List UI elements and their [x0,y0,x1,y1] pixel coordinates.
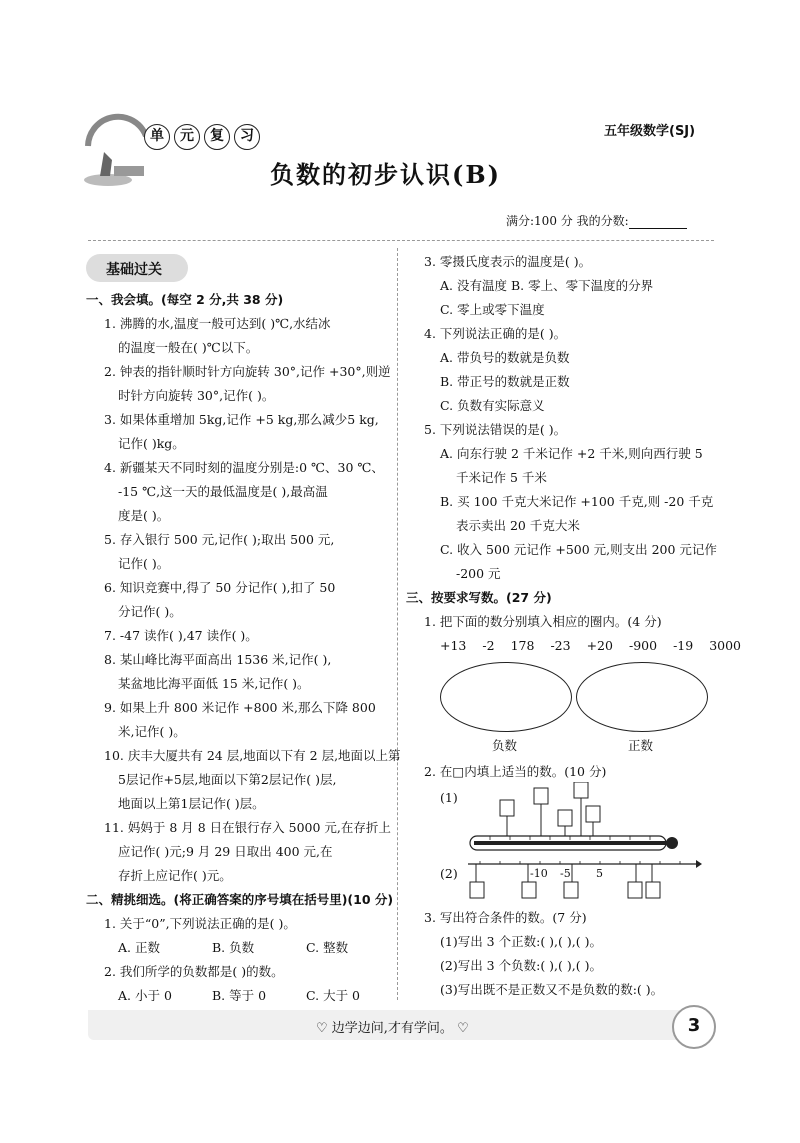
number: -23 [550,638,571,653]
positive-label: 正数 [628,738,654,753]
question-line: 的温度一般在( )℃以下。 [118,340,259,355]
footer-motto [316,1017,469,1036]
number: +13 [440,638,467,653]
question-line: 应记作( )元;9 月 29 日取出 400 元,在 [118,844,333,859]
number: +20 [586,638,613,653]
question-line: 米,记作( )。 [118,724,186,739]
axis-label: -5 [560,867,571,880]
axis-label: -10 [530,867,548,880]
section-2-title: 二、精挑细选。(将正确答案的序号填在括号里)(10 分) [86,892,394,907]
question-line: (3)写出既不是正数又不是负数的数:( )。 [440,982,664,997]
number: -19 [673,638,694,653]
question-line: 9. 如果上升 800 米记作 +800 米,那么下降 800 [104,700,376,715]
number: -2 [482,638,495,653]
question-line: 2. 钟表的指针顺时针方向旋转 30°,记作 +30°,则逆 [104,364,391,379]
header-divider [88,240,714,241]
option: C. 负数有实际意义 [440,398,545,413]
number: -900 [628,638,658,653]
option: 表示卖出 20 千克大米 [456,518,580,533]
question-line: 2. 我们所学的负数都是( )的数。 [104,964,284,979]
banner-char: 单 [144,124,170,150]
number-list [440,638,757,654]
section-1-title: 一、我会填。(每空 2 分,共 38 分) [86,292,284,307]
number-line-arrow [696,860,702,868]
section-tag [86,254,188,282]
question-line: 1. 关于“0”,下列说法正确的是( )。 [104,916,296,931]
option: A. 正数 [118,940,160,955]
option: C. 零上或零下温度 [440,302,545,317]
negative-label: 负数 [492,738,518,753]
thermometer-mercury [474,841,668,845]
part-label: (1) [440,790,458,805]
question-line: 某盆地比海平面低 15 米,记作( )。 [118,676,310,691]
thermometer-and-number-line [440,782,702,904]
banner-chars [144,124,264,150]
score-label: 满分:100 分 我的分数: [506,214,629,228]
question-line: 8. 某山峰比海平面高出 1536 米,记作( ), [104,652,332,667]
question-line: -15 ℃,这一天的最低温度是( ),最高温 [118,484,328,499]
question-line: 时针方向旋转 30°,记作( )。 [118,388,275,403]
negative-ellipse[interactable] [440,662,572,732]
heart-icon: ♡ [457,1021,469,1036]
option: 千米记作 5 千米 [456,470,547,485]
question-line: 1. 沸腾的水,温度一般可达到( )℃,水结冰 [104,316,331,331]
question-line: 7. -47 读作( ),47 读作( )。 [104,628,258,643]
option: B. 带正号的数就是正数 [440,374,570,389]
grade-label: 五年级数学(SJ) [604,124,696,139]
question-line: 3. 零摄氏度表示的温度是( )。 [424,254,592,269]
question-line: 分记作( )。 [118,604,182,619]
question-line: 5. 下列说法错误的是( )。 [424,422,567,437]
option: C. 收入 500 元记作 +500 元,则支出 200 元记作 [440,542,717,557]
question-line: 3. 写出符合条件的数。(7 分) [424,910,587,925]
thermometer-bulb [666,837,678,849]
option: -200 元 [456,566,501,581]
number: 3000 [709,638,742,653]
option: B. 负数 [212,940,255,955]
question-line: 4. 下列说法正确的是( )。 [424,326,567,341]
question-line: (2)写出 3 个负数:( ),( ),( )。 [440,958,602,973]
question-line: 11. 妈妈于 8 月 8 日在银行存入 5000 元,在存折上 [104,820,391,835]
question-line: 6. 知识竞赛中,得了 50 分记作( ),扣了 50 [104,580,336,595]
positive-ellipse[interactable] [576,662,708,732]
question-line: 4. 新疆某天不同时刻的温度分别是:0 ℃、30 ℃、 [104,460,384,475]
option: A. 没有温度 B. 零上、零下温度的分界 [440,278,654,293]
score-field [506,212,687,229]
score-blank[interactable] [629,216,687,229]
question-line: 5. 存入银行 500 元,记作( );取出 500 元, [104,532,335,547]
option: A. 带负号的数就是负数 [440,350,570,365]
number: 178 [510,638,535,653]
question-line: 2. 在□内填上适当的数。(10 分) [424,764,607,779]
banner-char: 复 [204,124,230,150]
heart-icon: ♡ [316,1021,328,1036]
section-3-title: 三、按要求写数。(27 分) [406,590,552,605]
page-title: 负数的初步认识(B) [270,160,501,189]
page-number: 3 [672,1005,716,1049]
question-line: 10. 庆丰大厦共有 24 层,地面以下有 2 层,地面以上第 [104,748,401,763]
question-line: 1. 把下面的数分别填入相应的圈内。(4 分) [424,614,662,629]
banner-char: 习 [234,124,260,150]
option: C. 整数 [306,940,349,955]
section-tag-label: 基础过关 [106,262,162,278]
question-line: 度是( )。 [118,508,170,523]
option: A. 向东行驶 2 千米记作 +2 千米,则向西行驶 5 [440,446,703,461]
question-line: 记作( )。 [118,556,170,571]
option: B. 买 100 千克大米记作 +100 千克,则 -20 千克 [440,494,714,509]
question-line: 5层记作+5层,地面以下第2层记作( )层, [118,772,337,787]
part-label: (2) [440,866,458,881]
question-line: 地面以上第1层记作( )层。 [118,796,265,811]
question-line: 3. 如果体重增加 5kg,记作 +5 kg,那么减少5 kg, [104,412,379,427]
option: A. 小于 0 [118,988,172,1003]
thermometer-answer-boxes [500,782,600,836]
option: C. 大于 0 [306,988,360,1003]
axis-label: 5 [596,867,603,880]
question-line: 记作( )kg。 [118,436,185,451]
banner-char: 元 [174,124,200,150]
option: B. 等于 0 [212,988,267,1003]
footer-text: 边学边问,才有学问。 [331,1021,453,1036]
column-divider [397,248,398,1000]
question-line: (1)写出 3 个正数:( ),( ),( )。 [440,934,602,949]
unit-review-banner [80,112,280,192]
question-line: 存折上应记作( )元。 [118,868,232,883]
